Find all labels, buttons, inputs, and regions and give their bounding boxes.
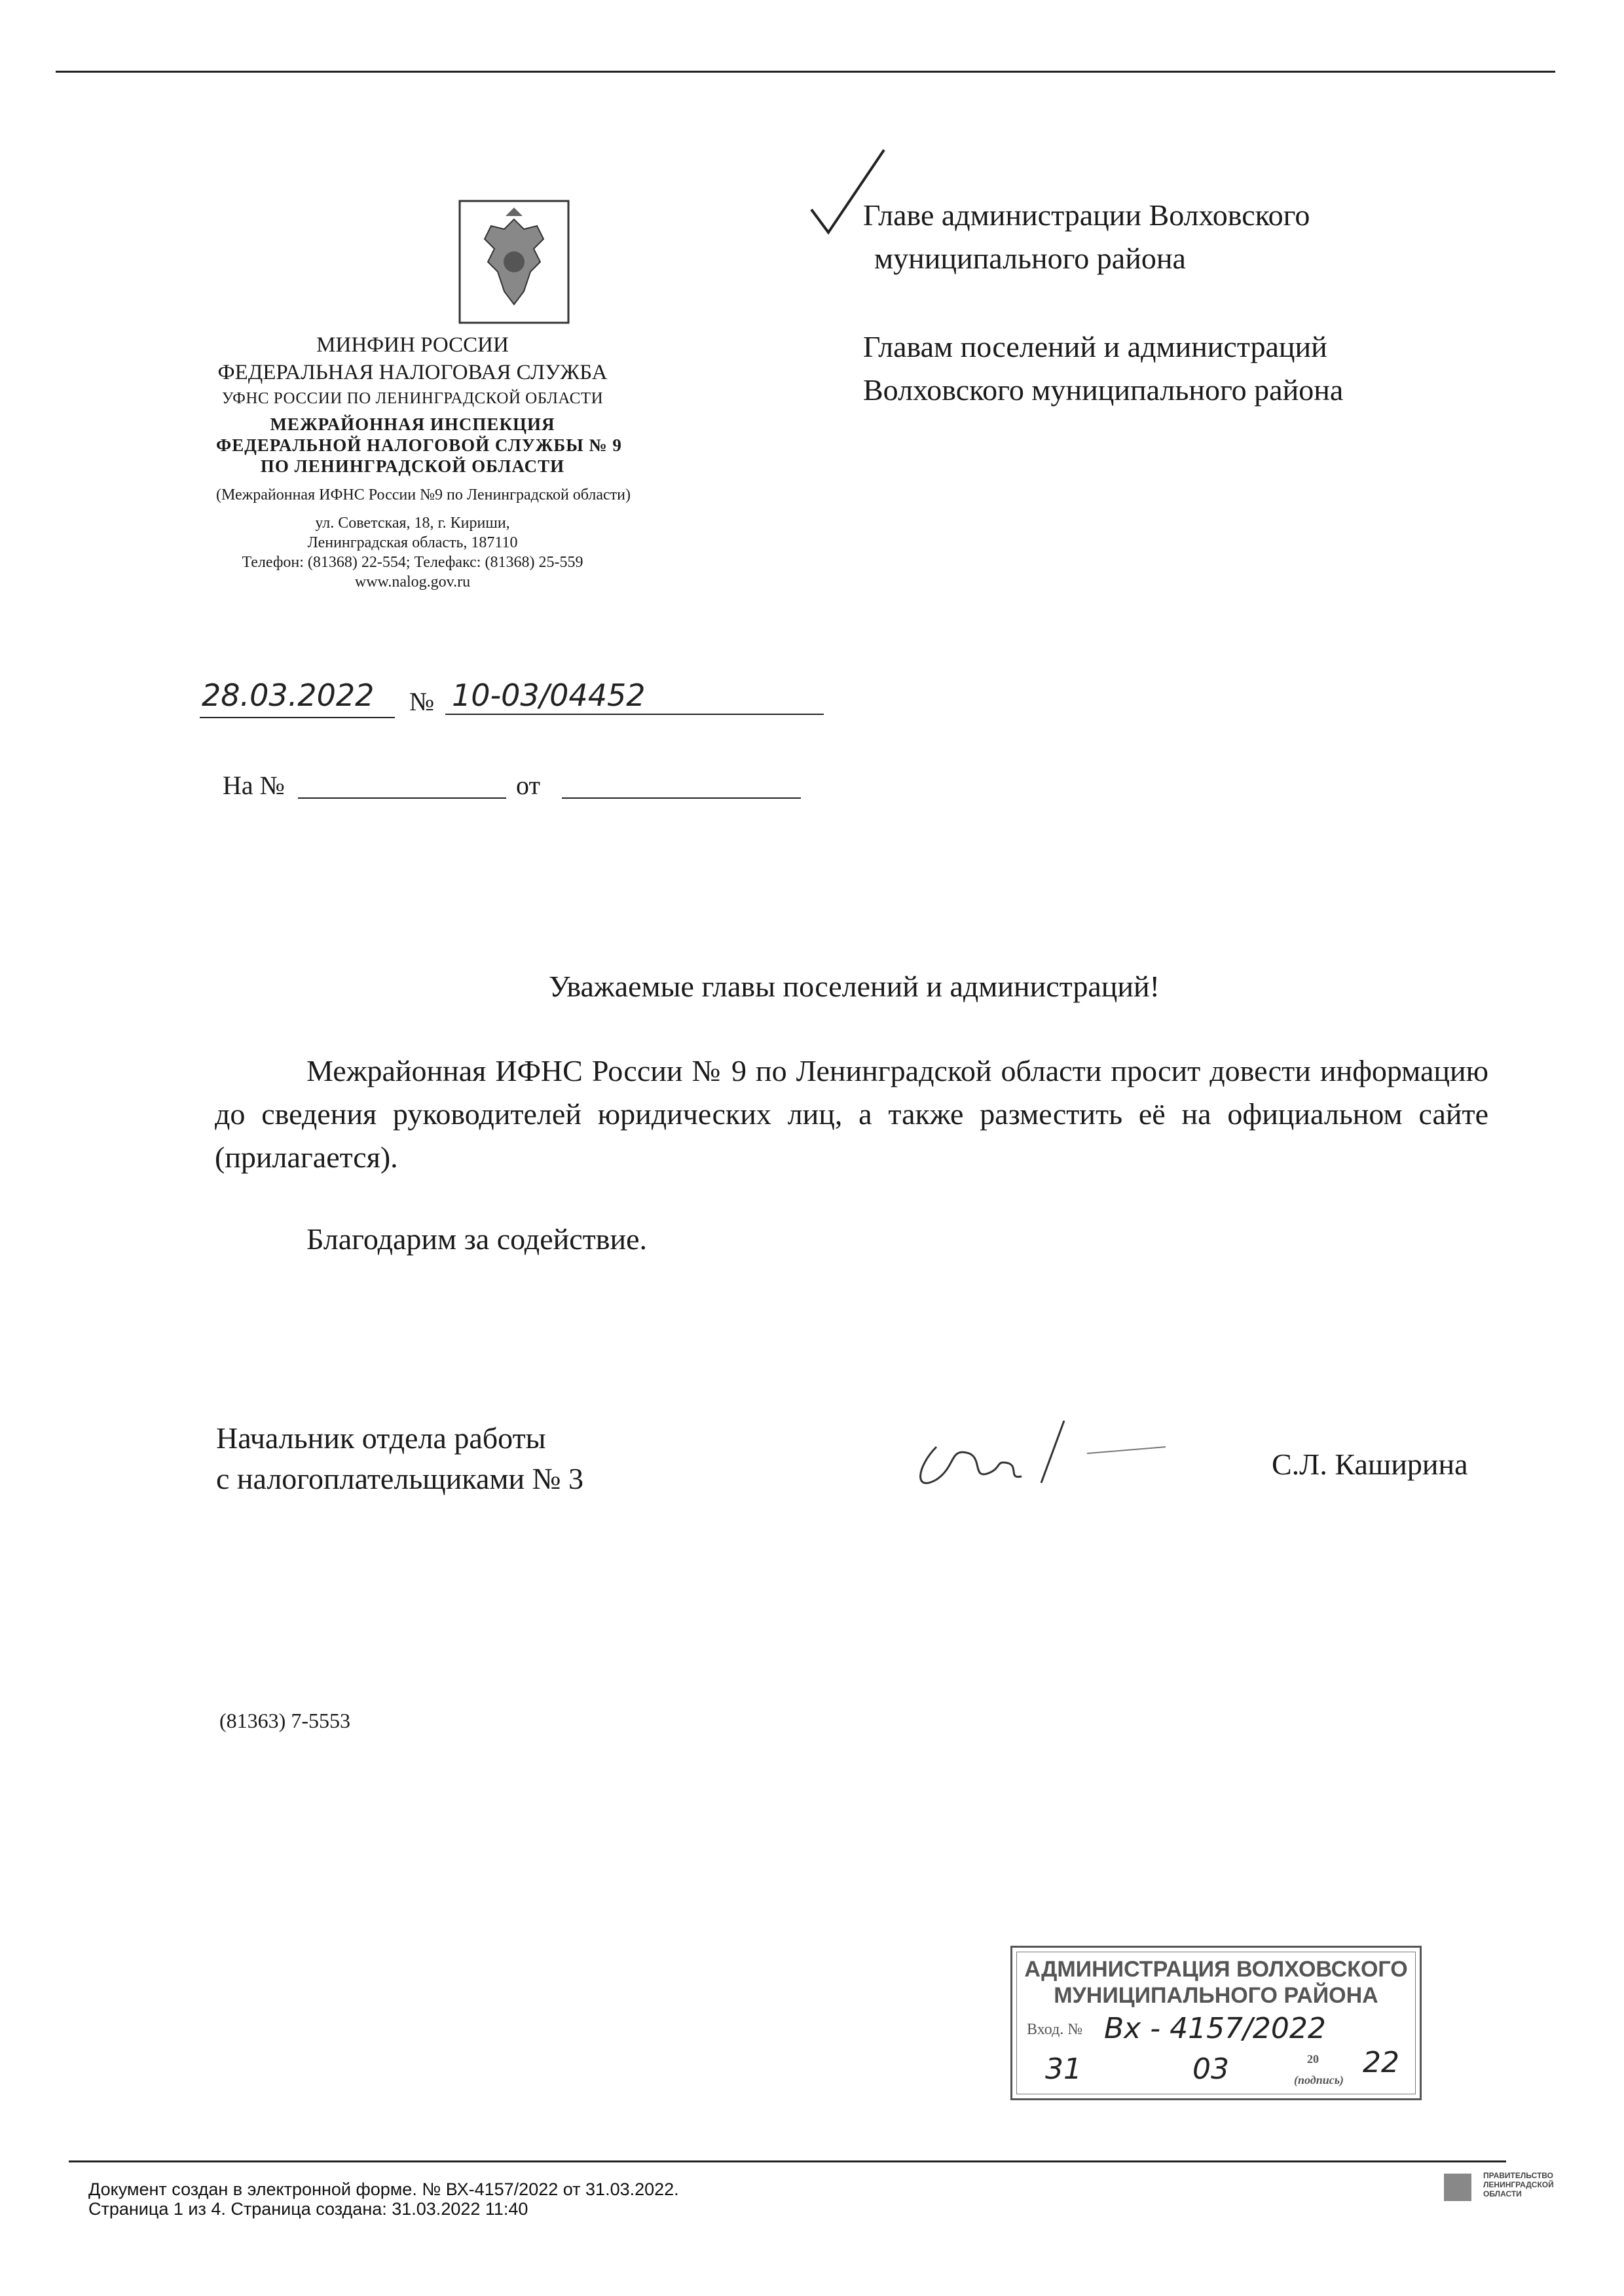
footer-rule xyxy=(69,2160,1506,2162)
reply-date-label: от xyxy=(516,771,540,800)
top-rule xyxy=(56,71,1555,73)
signer-title: Начальник отдела работы xyxy=(216,1421,546,1455)
reg-date-underline xyxy=(200,717,395,718)
footer-logo-line: ЛЕНИНГРАДСКОЙ xyxy=(1483,2180,1554,2189)
recipient-line: Главам поселений и администраций xyxy=(863,330,1327,363)
reply-number-label: На № xyxy=(223,771,285,800)
footer-logo-line: ПРАВИТЕЛЬСТВО xyxy=(1483,2171,1554,2180)
stamp-date-month: 03 xyxy=(1192,2052,1229,2086)
recipient-line: Главе администрации Волховского xyxy=(863,198,1310,232)
stamp-date-day: 31 xyxy=(1045,2052,1082,2086)
sender-inspection-line: ФЕДЕРАЛЬНОЙ НАЛОГОВОЙ СЛУЖБЫ № 9 xyxy=(216,435,622,455)
sender-ministry: МИНФИН РОССИИ xyxy=(316,333,509,357)
sender-service: ФЕДЕРАЛЬНАЯ НАЛОГОВАЯ СЛУЖБА xyxy=(217,361,608,384)
stamp-title-line: МУНИЦИПАЛЬНОГО РАЙОНА xyxy=(1054,1983,1378,2008)
sender-ufns: УФНС РОССИИ ПО ЛЕНИНГРАДСКОЙ ОБЛАСТИ xyxy=(221,390,604,407)
incoming-stamp xyxy=(1010,1946,1422,2100)
footer-line: Страница 1 из 4. Страница создана: 31.03.2022 11:40 xyxy=(88,2199,528,2219)
reg-number: 10-03/04452 xyxy=(452,678,646,713)
stamp-year-label: 20 xyxy=(1307,2052,1319,2066)
sender-block xyxy=(216,196,631,592)
sender-short-name: (Межрайонная ИФНС России №9 по Ленинградской области) xyxy=(216,486,631,503)
stamp-incoming-number: Вх - 4157/2022 xyxy=(1104,2012,1326,2045)
salutation: Уважаемые главы поселений и администраций! xyxy=(549,970,1160,1003)
sender-website: www.nalog.gov.ru xyxy=(354,574,471,591)
signer-title: с налогоплательщиками № 3 xyxy=(216,1462,584,1495)
recipient-line: муниципального района xyxy=(874,242,1186,275)
reg-number-label: № xyxy=(409,687,435,716)
signature-icon xyxy=(910,1408,1185,1503)
footer-line: Документ создан в электронной форме. № ВХ-4157/2022 от 31.03.2022. xyxy=(88,2179,679,2199)
recipient-line: Волховского муниципального района xyxy=(863,373,1344,407)
thanks-line: Благодарим за содействие. xyxy=(306,1222,648,1256)
sender-address-line: ул. Советская, 18, г. Кириши, xyxy=(315,515,510,532)
contact-phone: (81363) 7-5553 xyxy=(219,1709,350,1732)
sender-address-line: Телефон: (81368) 22-554; Телефакс: (81368) 25-559 xyxy=(242,554,583,571)
reply-date-underline xyxy=(562,797,801,799)
signer-name: С.Л. Каширина xyxy=(1272,1448,1468,1481)
stamp-year: 22 xyxy=(1363,2046,1399,2079)
stamp-sign-label: (подпись) xyxy=(1294,2073,1344,2086)
sender-inspection-line: МЕЖРАЙОННАЯ ИНСПЕКЦИЯ xyxy=(270,414,555,434)
stamp-incoming-label: Вход. № xyxy=(1027,2021,1083,2038)
government-logo-icon xyxy=(1444,2174,1471,2201)
reg-date: 28.03.2022 xyxy=(202,678,375,713)
footer-logo-text xyxy=(1483,2171,1554,2198)
sender-inspection-line: ПО ЛЕНИНГРАДСКОЙ ОБЛАСТИ xyxy=(260,456,565,476)
reply-number-underline xyxy=(298,797,506,799)
sender-address-line: Ленинградская область, 187110 xyxy=(307,534,518,551)
letter-paragraph: Межрайонная ИФНС России № 9 по Ленинградской области просит довести информацию до сведения руководителей юридических лиц, а также разместить её на официальном сайте (прилагается). xyxy=(215,1054,1488,1174)
stamp-title-line: АДМИНИСТРАЦИЯ ВОЛХОВСКОГО xyxy=(1024,1957,1408,1982)
reg-number-underline xyxy=(445,714,824,715)
footer-logo-line: ОБЛАСТИ xyxy=(1483,2189,1522,2198)
